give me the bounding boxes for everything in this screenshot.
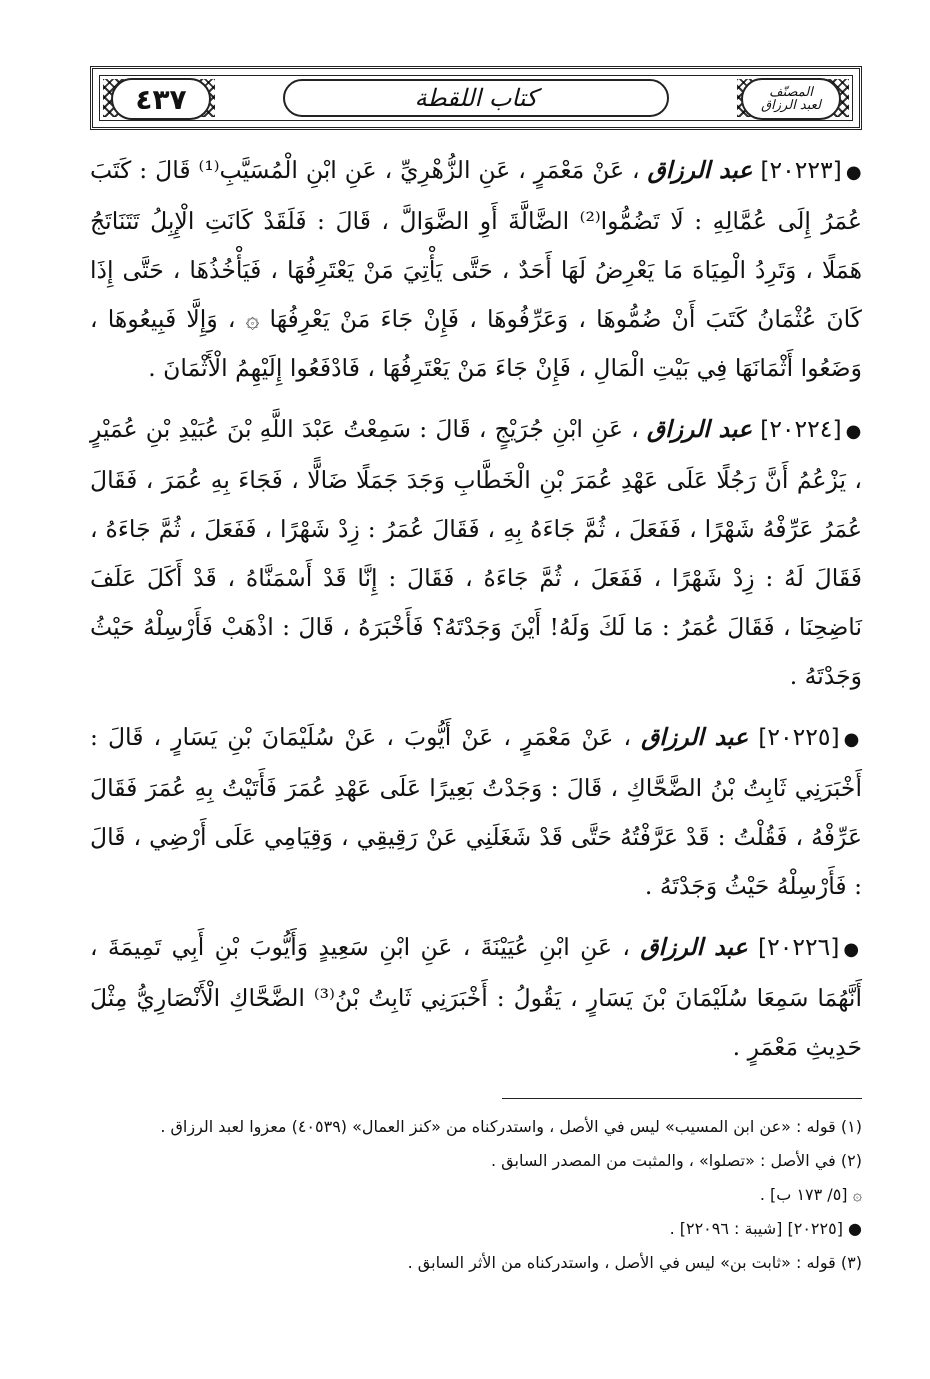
footnote: (١) قوله : «عن ابن المسيب» ليس في الأصل ، واستدركناه من «كنز العمال» (٤٠٥٣٩) معزوا لعبد الرزاق . bbox=[160, 1117, 862, 1136]
hadith-author: عبد الرزاق bbox=[646, 415, 752, 443]
logo-line-1: المصنّف bbox=[769, 85, 813, 100]
hadith-number: [٢٠٢٢٥] bbox=[758, 723, 840, 751]
bullet-icon: ● bbox=[845, 162, 862, 183]
footnote: (٣) قوله : «ثابت بن» ليس في الأصل ، واستدركناه من الأثر السابق . bbox=[407, 1253, 862, 1272]
footnote: (٢) في الأصل : «تصلوا» ، والمثبت من المصدر السابق . bbox=[490, 1151, 862, 1170]
hadith-paragraph bbox=[90, 405, 862, 701]
hadith-paragraph bbox=[90, 923, 862, 1072]
hadith-paragraph bbox=[90, 713, 862, 911]
hadith-text: ، عَنِ ابْنِ عُيَيْنَةَ ، عَنِ ابْنِ سَعِيدٍ وَأَيُّوبَ بْنِ أَبِي تَمِيمَةَ ، أَنَّهُمَا سَمِعَا سُلَيْمَانَ بْنَ يَسَارٍ ، يَقُولُ : أَخْبَرَنِي ثَابِتُ بْنُ⁽³⁾ الضَّحَّاكِ الْأَنْصَارِيُّ مِثْلَ حَدِيثِ مَعْمَرٍ . bbox=[90, 933, 862, 1061]
logo-oval bbox=[741, 78, 841, 120]
bullet-icon: ● bbox=[843, 939, 862, 960]
logo-line-2: لعبد الرزاق bbox=[761, 98, 821, 113]
hadith-text: ، عَنْ مَعْمَرٍ ، عَنْ أَيُّوبَ ، عَنْ سُلَيْمَانَ بْنِ يَسَارٍ ، قَالَ : أَخْبَرَنِي ثَابِتُ بْنُ الضَّحَّاكِ ، قَالَ : وَجَدْتُ بَعِيرًا عَلَى عَهْدِ عُمَرَ فَأَتَيْتُ بِهِ عُمَرَ فَقَالَ عَرِّفْهُ ، فَقُلْتُ : قَدْ عَرَّفْتُهُ حَتَّى قَدْ شَغَلَنِي عَنْ رَقِيقِي ، وَقِيَامِي عَلَى أَرْضِي ، قَالَ : فَأَرْسِلْهُ حَيْثُ وَجَدْتَهُ . bbox=[90, 723, 862, 900]
main-text bbox=[90, 146, 862, 1084]
hadith-number: [٢٠٢٢٦] bbox=[757, 933, 840, 961]
bullet-icon: ● bbox=[843, 729, 862, 750]
hadith-author: عبد الرزاق bbox=[647, 156, 753, 184]
hadith-author: عبد الرزاق bbox=[641, 723, 749, 751]
footnote: ۞ [٥/ ١٧٣ ب] . bbox=[759, 1185, 862, 1204]
footnote: ● [٢٠٢٢٥] [شيبة : ٢٢٠٩٦] . bbox=[669, 1219, 862, 1238]
bullet-icon: ● bbox=[845, 421, 862, 442]
hadith-paragraph bbox=[90, 146, 862, 393]
book-title: كتاب اللقطة bbox=[414, 84, 538, 112]
footnotes bbox=[90, 1110, 862, 1280]
hadith-author: عبد الرزاق bbox=[640, 933, 748, 961]
page-header bbox=[90, 66, 862, 130]
footnote-divider bbox=[502, 1098, 862, 1099]
hadith-text: ، عَنِ ابْنِ جُرَيْجٍ ، قَالَ : سَمِعْتُ عَبْدَ اللَّهِ بْنَ عُبَيْدِ بْنِ عُمَيْرٍ ، يَزْعُمُ أَنَّ رَجُلًا عَلَى عَهْدِ عُمَرَ بْنِ الْخَطَّابِ وَجَدَ جَمَلًا ضَالًّا ، فَجَاءَ بِهِ عُمَرَ ، فَقَالَ عُمَرُ عَرِّفْهُ شَهْرًا ، فَفَعَلَ ، ثُمَّ جَاءَهُ بِهِ ، فَقَالَ عُمَرُ : زِدْ شَهْرًا ، فَفَعَلَ ، ثُمَّ جَاءَهُ ، فَقَالَ لَهُ : زِدْ شَهْرًا ، فَفَعَلَ ، ثُمَّ جَاءَهُ ، فَقَالَ : إِنَّا قَدْ أَسْمَنَّاهُ ، قَدْ أَكَلَ عَلَفَ نَاضِحِنَا ، فَقَالَ عُمَرُ : مَا لَكَ وَلَهُ! أَيْنَ وَجَدْتَهُ؟ فَأَخْبَرَهُ ، قَالَ : اذْهَبْ فَأَرْسِلْهُ حَيْثُ وَجَدْتَهُ . bbox=[90, 415, 862, 690]
book-logo bbox=[761, 86, 821, 112]
hadith-text: ، عَنْ مَعْمَرٍ ، عَنِ الزُّهْرِيِّ ، عَنِ ابْنِ الْمُسَيَّبِ⁽¹⁾ قَالَ : كَتَبَ عُمَرُ إِلَى عُمَّالِهِ : لَا تَضُمُّوا⁽²⁾ الضَّالَّةَ أَوِ الضَّوَالَّ ، قَالَ : فَلَقَدْ كَانَتِ الْإِبِلُ تَتَنَاتَجُ هَمَلًا ، وَتَرِدُ الْمِيَاهَ مَا يَعْرِضُ لَهَا أَحَدٌ ، حَتَّى يَأْتِيَ مَنْ يَعْتَرِفُهَا ، فَيَأْخُذُهَا ، حَتَّى إِذَا كَانَ عُثْمَانُ كَتَبَ أَنْ ضُمُّوهَا ، وَعَرِّفُوهَا ، فَإِنْ جَاءَ مَنْ يَعْرِفُهَا ۞ ، وَإِلَّا فَبِيعُوهَا ، وَضَعُوا أَثْمَانَهَا فِي بَيْتِ الْمَالِ ، فَإِنْ جَاءَ مَنْ يَعْتَرِفُهَا ، فَادْفَعُوا إِلَيْهِمُ الْأَثْمَانَ . bbox=[90, 156, 862, 382]
book-title-cartouche bbox=[283, 79, 669, 117]
hadith-number: [٢٠٢٢٤] bbox=[760, 415, 842, 443]
hadith-number: [٢٠٢٢٣] bbox=[760, 156, 842, 184]
page-number-oval bbox=[111, 78, 211, 120]
page-number: ٤٣٧ bbox=[135, 82, 187, 116]
